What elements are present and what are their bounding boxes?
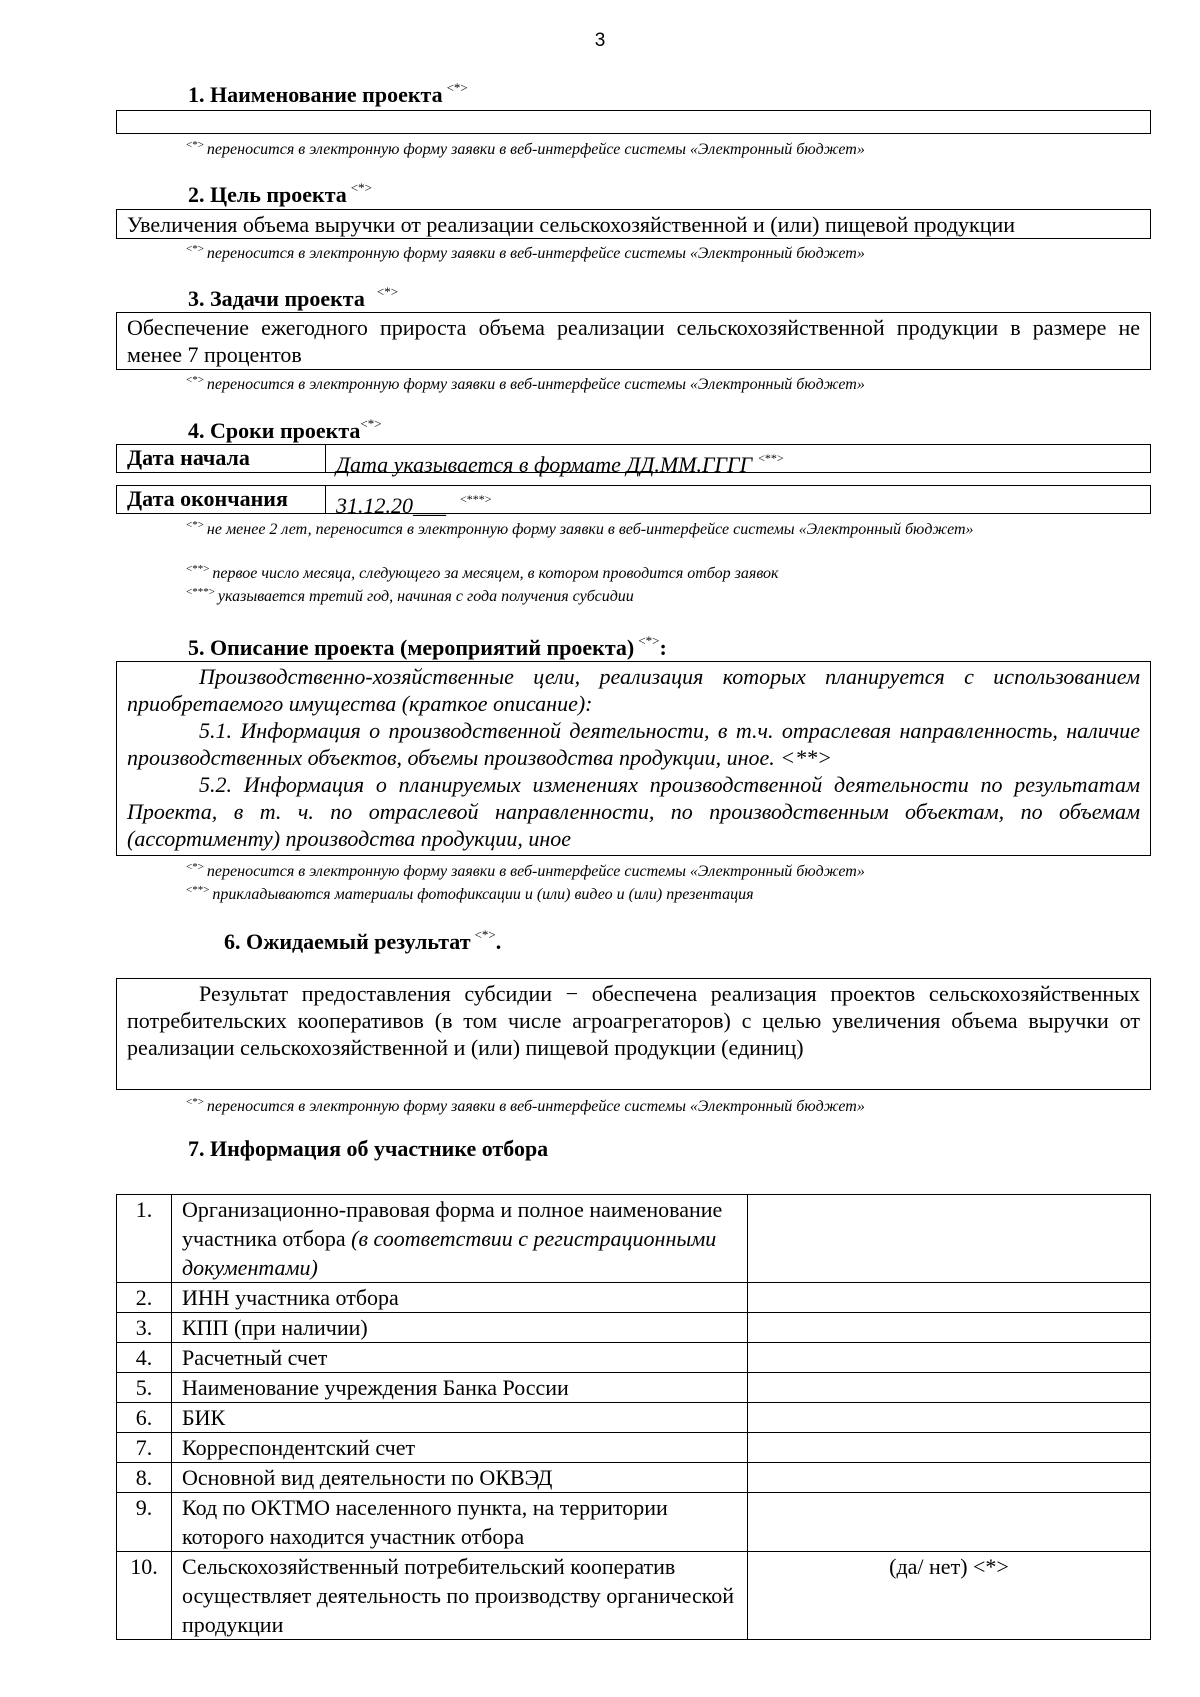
footnote-mark: <*> bbox=[186, 1096, 204, 1108]
project-description-field[interactable] bbox=[116, 661, 1151, 856]
row-value-field[interactable] bbox=[748, 1463, 1151, 1493]
section-2-heading bbox=[188, 180, 372, 208]
row-label: Код по ОКТМО населенного пункта, на территории которого находится участник отбора bbox=[172, 1493, 748, 1552]
section-5-note-2-text: прикладываются материалы фотофиксации и (или) видео и (или) презентация bbox=[212, 886, 754, 903]
footnote-mark: <**> bbox=[758, 451, 784, 465]
row-number: 1. bbox=[117, 1195, 172, 1283]
section-4-note-3 bbox=[186, 582, 634, 607]
row-label: Корреспондентский счет bbox=[172, 1433, 748, 1463]
table-row bbox=[117, 1343, 1151, 1373]
section-1-heading-text: 1. Наименование проекта bbox=[188, 82, 443, 107]
footnote-mark: <*> bbox=[186, 861, 204, 873]
row-value-field[interactable] bbox=[748, 1195, 1151, 1283]
start-date-field[interactable] bbox=[326, 445, 1150, 477]
project-name-field[interactable] bbox=[116, 110, 1151, 134]
section-4-heading-text: 4. Сроки проекта bbox=[188, 418, 361, 443]
section-4-heading bbox=[188, 416, 382, 444]
end-date-field[interactable] bbox=[326, 486, 1150, 518]
row-label: Расчетный счет bbox=[172, 1343, 748, 1373]
section-1-note-text: переносится в электронную форму заявки в веб-интерфейсе системы «Электронный бюджет» bbox=[206, 141, 865, 158]
start-date-label: Дата начала bbox=[117, 445, 326, 472]
table-row bbox=[117, 1463, 1151, 1493]
end-date-label: Дата окончания bbox=[117, 486, 326, 513]
footnote-mark: <*> bbox=[186, 243, 204, 255]
row-number: 4. bbox=[117, 1343, 172, 1373]
end-date-value: 31.12.20___ bbox=[336, 493, 446, 518]
row-value-field[interactable]: (да/ нет) <*> bbox=[748, 1552, 1151, 1640]
section-7-heading: 7. Информация об участнике отбора bbox=[188, 1136, 549, 1161]
end-date-row bbox=[116, 485, 1151, 518]
table-row bbox=[117, 1403, 1151, 1433]
section-2-heading-text: 2. Цель проекта bbox=[188, 182, 347, 207]
row-label: Сельскохозяйственный потребительский кооператив осуществляет деятельность по производству органической продукции bbox=[172, 1552, 748, 1640]
section-6-note-text: переносится в электронную форму заявки в веб-интерфейсе системы «Электронный бюджет» bbox=[206, 1098, 865, 1115]
row-number: 3. bbox=[117, 1313, 172, 1343]
table-row bbox=[117, 1373, 1151, 1403]
row-number: 10. bbox=[117, 1552, 172, 1640]
row-value-field[interactable] bbox=[748, 1493, 1151, 1552]
row-label-text: Организационно-правовая форма и полное наименование участника отбора bbox=[182, 1197, 723, 1251]
section-3-heading-text: 3. Задачи проекта bbox=[188, 286, 365, 311]
footnote-mark: <*> bbox=[360, 416, 382, 431]
page-number: 3 bbox=[594, 30, 606, 51]
section-6-heading-text: 6. Ожидаемый результат bbox=[224, 929, 471, 954]
row-label bbox=[172, 1195, 748, 1283]
footnote-mark: <***> bbox=[460, 492, 492, 506]
row-number: 7. bbox=[117, 1433, 172, 1463]
row-number: 9. bbox=[117, 1493, 172, 1552]
section-1-note bbox=[186, 135, 865, 160]
section-6-note bbox=[186, 1092, 865, 1117]
section-6-heading bbox=[224, 927, 501, 955]
footnote-mark: <*> bbox=[186, 374, 204, 386]
project-goal-field[interactable]: Увеличения объема выручки от реализации сельскохозяйственной и (или) пищевой продукции bbox=[116, 209, 1151, 239]
row-value-field[interactable] bbox=[748, 1373, 1151, 1403]
row-number: 5. bbox=[117, 1373, 172, 1403]
table-row bbox=[117, 1552, 1151, 1640]
row-label: ИНН участника отбора bbox=[172, 1283, 748, 1313]
row-label: Наименование учреждения Банка России bbox=[172, 1373, 748, 1403]
row-number: 2. bbox=[117, 1283, 172, 1313]
row-value-field[interactable] bbox=[748, 1343, 1151, 1373]
section-5-heading-colon: : bbox=[659, 635, 667, 660]
footnote-mark: <*> bbox=[376, 284, 399, 299]
row-label: КПП (при наличии) bbox=[172, 1313, 748, 1343]
row-value-field[interactable] bbox=[748, 1433, 1151, 1463]
footnote-mark: <*> bbox=[186, 519, 204, 531]
table-row bbox=[117, 1195, 1151, 1283]
footnote-mark: <*> bbox=[350, 180, 372, 195]
section-4-note-1-text: не менее 2 лет, переносится в электронную форму заявки в веб-интерфейсе системы «Электронный бюджет» bbox=[206, 521, 974, 538]
footnote-mark: <**> bbox=[186, 884, 210, 896]
table-row bbox=[117, 1313, 1151, 1343]
row-value-field[interactable] bbox=[748, 1283, 1151, 1313]
section-3-heading bbox=[188, 284, 398, 312]
table-row bbox=[117, 1493, 1151, 1552]
section-3-note bbox=[186, 370, 865, 395]
project-tasks-field[interactable]: Обеспечение ежегодного прироста объема реализации сельскохозяйственной продукции в размере не менее 7 процентов bbox=[116, 312, 1151, 370]
section-4-note-2 bbox=[186, 559, 779, 584]
row-label-italic: (в соответствии с регистрационными документами) bbox=[182, 1226, 717, 1280]
section-4-note-1 bbox=[116, 515, 1151, 540]
row-number: 6. bbox=[117, 1403, 172, 1433]
row-value-field[interactable] bbox=[748, 1403, 1151, 1433]
section-5-note-2 bbox=[186, 880, 754, 905]
section-2-note-text: переносится в электронную форму заявки в веб-интерфейсе системы «Электронный бюджет» bbox=[206, 245, 865, 262]
row-value-field[interactable] bbox=[748, 1313, 1151, 1343]
table-row bbox=[117, 1283, 1151, 1313]
section-2-note bbox=[186, 239, 865, 264]
footnote-mark: <*> bbox=[638, 633, 660, 648]
row-label: Основной вид деятельности по ОКВЭД bbox=[172, 1463, 748, 1493]
footnote-mark: <**> bbox=[186, 563, 210, 575]
row-number: 8. bbox=[117, 1463, 172, 1493]
start-date-row bbox=[116, 444, 1151, 477]
participant-info-table bbox=[116, 1194, 1151, 1640]
table-row bbox=[117, 1433, 1151, 1463]
description-paragraph-1: Производственно-хозяйственные цели, реализация которых планируется с использованием приобретаемого имущества (краткое описание): bbox=[127, 664, 1140, 716]
section-5-note-1-text: переносится в электронную форму заявки в веб-интерфейсе системы «Электронный бюджет» bbox=[206, 863, 865, 880]
section-6-heading-dot: . bbox=[495, 929, 502, 954]
section-5-note-1 bbox=[186, 857, 865, 882]
description-paragraph-3: 5.2. Информация о планируемых изменениях производственной деятельности по результатам Проекта, в т. ч. по отраслевой направленности, по производственным объектам, по объемам (ассортименту) производства продукции, иное bbox=[127, 772, 1140, 851]
section-3-note-text: переносится в электронную форму заявки в веб-интерфейсе системы «Электронный бюджет» bbox=[206, 376, 865, 393]
footnote-mark: <***> bbox=[186, 586, 215, 598]
start-date-value: Дата указывается в формате ДД.ММ.ГГГГ bbox=[336, 452, 753, 477]
section-5-heading bbox=[188, 633, 667, 661]
section-4-note-3-text: указывается третий год, начиная с года получения субсидии bbox=[217, 588, 634, 605]
row-label: БИК bbox=[172, 1403, 748, 1433]
section-5-heading-text: 5. Описание проекта (мероприятий проекта) bbox=[188, 635, 635, 660]
expected-result-field[interactable]: Результат предоставления субсидии − обеспечена реализация проектов сельскохозяйственных потребительских кооперативов (в том числе агроагрегаторов) с целью увеличения объема выручки от реализации сельскохозяйственной и (или) пищевой продукции (единиц) bbox=[116, 978, 1151, 1090]
section-1-heading bbox=[188, 80, 468, 108]
footnote-mark: <*> bbox=[474, 927, 496, 942]
footnote-mark: <*> bbox=[186, 139, 204, 151]
description-paragraph-2: 5.1. Информация о производственной деятельности, в т.ч. отраслевая направленность, наличие производственных объектов, объемы производства продукции, иное. <**> bbox=[127, 718, 1140, 770]
footnote-mark: <*> bbox=[446, 80, 468, 95]
section-4-note-2-text: первое число месяца, следующего за месяцем, в котором проводится отбор заявок bbox=[212, 565, 779, 582]
